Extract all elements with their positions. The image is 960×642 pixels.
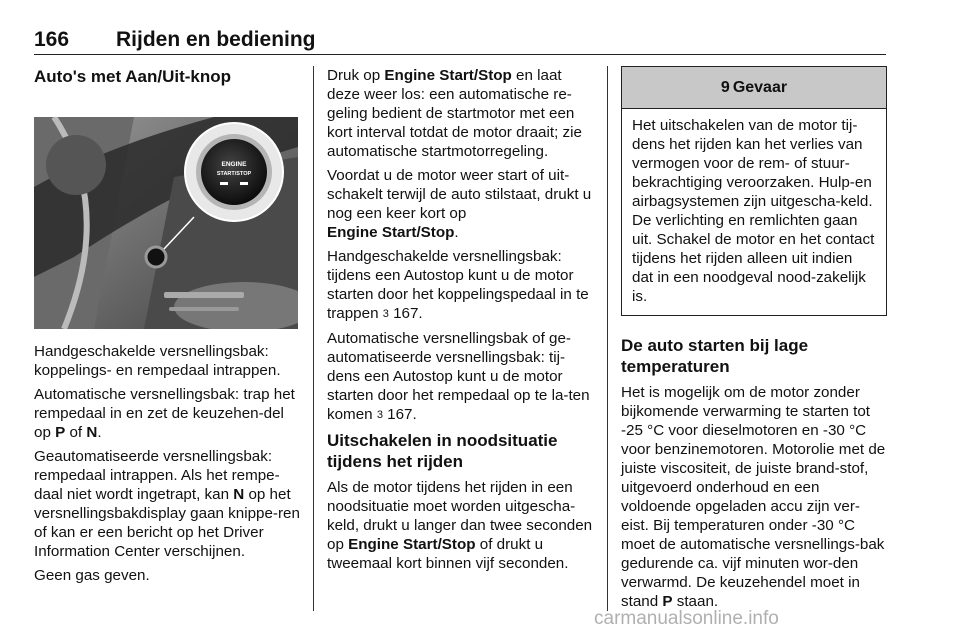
section-heading-lage-temperaturen: De auto starten bij lage temperaturen bbox=[621, 336, 809, 376]
page-reference-arrow-icon: 3 bbox=[382, 308, 389, 320]
paragraph-handgeschakeld: Handgeschakelde versnellingsbak: koppelings- en rempedaal intrappen. bbox=[34, 343, 281, 379]
paragraph-handgeschakeld-autostop: Handgeschakelde versnellingsbak: tijdens een Autostop kunt u de motor starten door het koppelingspedaal in te trappen 3 167. bbox=[327, 248, 589, 322]
column-divider-1 bbox=[313, 66, 314, 611]
page-reference: 167. bbox=[388, 305, 423, 322]
warning-box bbox=[621, 66, 887, 316]
warning-triangle-icon: 9 bbox=[720, 79, 730, 96]
running-head: Rijden en bediening bbox=[116, 28, 316, 51]
paragraph-geen-gas: Geen gas geven. bbox=[34, 567, 150, 584]
paragraph-lage-temperaturen: Het is mogelijk om de motor zonder bijkomende verwarming te starten tot -25 °C voor dieselmotoren en -30 °C voor benzinemotoren. Motorolie met de juiste viscositeit, de juiste brand-stof, uitgevoerd onderhoud en een voldoende opgeladen accu zijn ver-eist. Bij temperaturen onder -30 °C moet de automatische versnellings-bak gedurende ca. vijf minuten wor-den verwarmd. De keuzehendel moet in stand P staan. bbox=[621, 384, 886, 610]
header-rule bbox=[34, 54, 886, 55]
paragraph-druk-op: Druk op Engine Start/Stop en laat deze weer los: een automatische re-geling bedient de startmotor met een kort interval totdat de motor draait; zie automatische startmotorregeling. bbox=[327, 67, 582, 160]
column-3 bbox=[621, 66, 887, 616]
page-reference: 167. bbox=[382, 406, 417, 423]
column-2 bbox=[327, 66, 593, 578]
button-label-start-stop: START/STOP bbox=[216, 171, 252, 177]
paragraph-automatisch: Automatische versnellingsbak: trap het rempedaal in en zet de keuzehen-del op P of N. bbox=[34, 386, 295, 441]
paragraph-automatisch-autostop: Automatische versnellingsbak of ge-automatiseerde versnellingsbak: tij-dens een Autostop kunt u de motor starten door het rempedaal op te la-ten komen 3 167. bbox=[327, 330, 590, 423]
paragraph-noodsituatie: Als de motor tijdens het rijden in een noodsituatie moet worden uitgescha-keld, drukt u langer dan twee seconden op Engine Start/Stop of drukt u tweemaal kort binnen vijf seconden. bbox=[327, 479, 593, 572]
column-divider-2 bbox=[607, 66, 608, 611]
page-header bbox=[34, 28, 886, 50]
warning-title: Gevaar bbox=[732, 79, 788, 96]
engine-start-stop-photo bbox=[34, 117, 298, 329]
paragraph-voordat: Voordat u de motor weer start of uit-schakelt terwijl de auto stilstaat, drukt u nog een keer kort op Engine Start/Stop. bbox=[327, 167, 592, 241]
page-number: 166 bbox=[34, 28, 70, 51]
section-heading-aan-uit-knop: Auto's met Aan/Uit-knop bbox=[34, 67, 232, 86]
paragraph-geautomatiseerd: Geautomatiseerde versnellingsbak: rempedaal intrappen. Als het rempe-daal niet wordt ingetrapt, kan N op het versnellingsbakdisplay gaan knippe-ren of kan er een bericht op het Driver Information Center verschijnen. bbox=[34, 448, 300, 560]
column-1 bbox=[34, 66, 300, 590]
watermark: carmanualsonline.info bbox=[594, 608, 779, 629]
page-reference-arrow-icon: 3 bbox=[376, 409, 383, 421]
button-label-engine: ENGINE bbox=[221, 161, 247, 168]
section-heading-noodsituatie: Uitschakelen in noodsituatie tijdens het rijden bbox=[327, 431, 558, 471]
warning-text: Het uitschakelen van de motor tij-dens het rijden kan het verlies van vermogen voor de rem- of stuur-bekrachtiging veroorzaken. Hulp-en airbagsystemen zijn uitgescha-keld. De verlichting en remlichten gaan uit. Schakel de motor en het contact tijdens het rijden alleen uit indien dat in een noodgeval nood-zakelijk is. bbox=[632, 117, 875, 305]
warning-header bbox=[622, 67, 886, 109]
